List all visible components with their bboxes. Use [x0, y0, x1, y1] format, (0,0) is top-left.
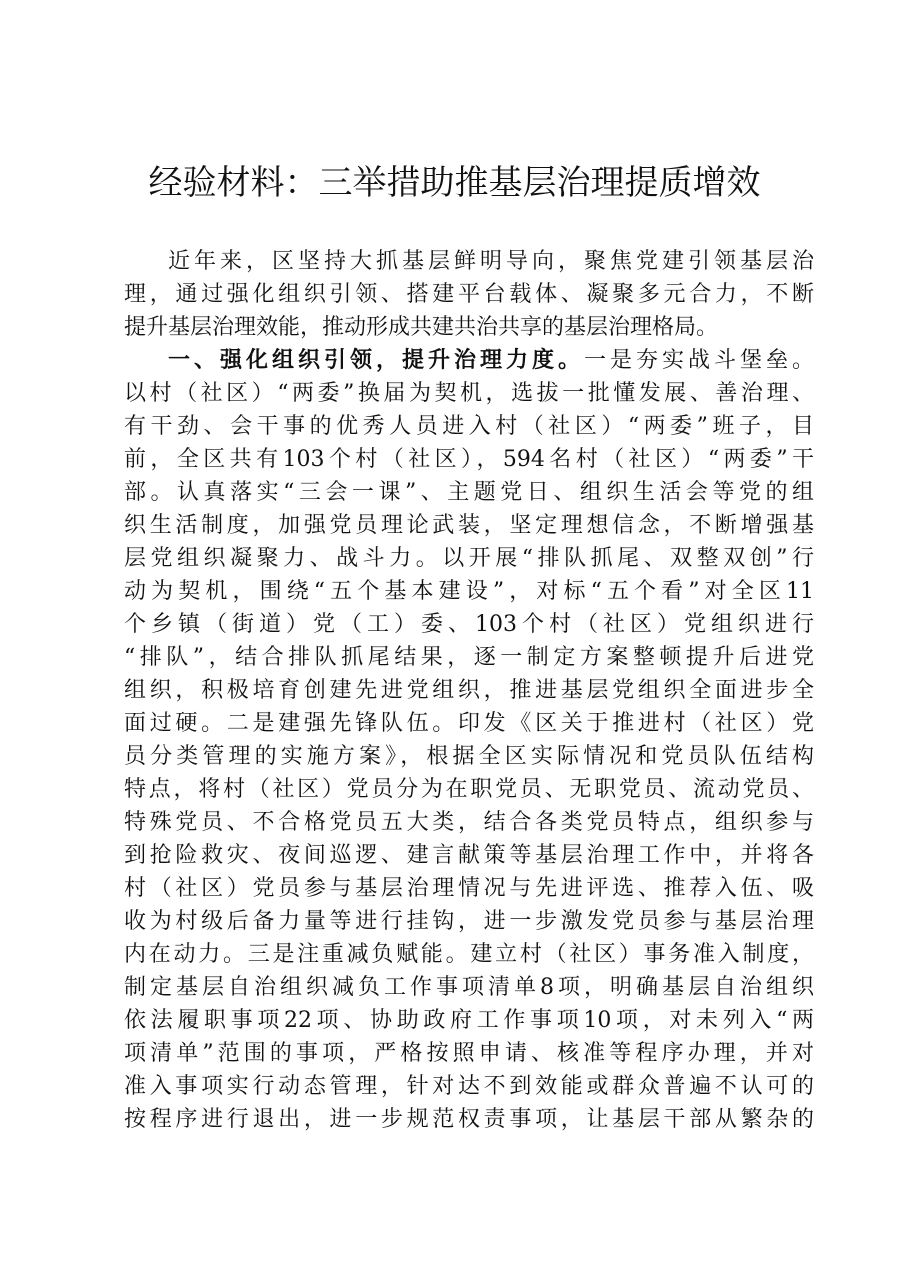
paragraph-line: 制定基层自治组织减负工作事项清单8项，明确基层自治组织	[124, 975, 814, 1000]
section-heading: 一、强化组织引领，提升治理力度。	[168, 348, 584, 373]
paragraph-line: 依法履职事项22项、协助政府工作事项10项，对未列入“两	[124, 1008, 814, 1033]
paragraph-line: 有干劲、会干事的优秀人员进入村（社区）“两委”班子，目	[124, 414, 814, 439]
paragraph-line: 内在动力。三是注重减负赋能。建立村（社区）事务准入制度，	[124, 942, 814, 967]
paragraph-line: 准入事项实行动态管理，针对达不到效能或群众普遍不认可的	[124, 1074, 814, 1099]
section-heading-line	[168, 344, 814, 377]
paragraph-line: 层党组织凝聚力、战斗力。以开展“排队抓尾、双整双创”行	[124, 546, 814, 571]
paragraph-line: 以村（社区）“两委”换届为契机，选拔一批懂发展、善治理、	[124, 381, 814, 406]
paragraph-line: 动为契机，围绕“五个基本建设”，对标“五个看”对全区11	[124, 579, 814, 604]
paragraph-line: 理，通过强化组织引领、搭建平台载体、凝聚多元合力，不断	[124, 282, 814, 307]
document-title: 经验材料：三举措助推基层治理提质增效	[148, 163, 761, 203]
paragraph-line: 部。认真落实“三会一课”、主题党日、组织生活会等党的组	[124, 480, 814, 505]
paragraph-line: 前，全区共有103个村（社区），594名村（社区）“两委”干	[124, 447, 814, 472]
paragraph-line: 个乡镇（街道）党（工）委、103个村（社区）党组织进行	[124, 612, 814, 637]
paragraph-line: “排队”，结合排队抓尾结果，逐一制定方案整顿提升后进党	[124, 645, 814, 670]
paragraph-line: 面过硬。二是建强先锋队伍。印发《区关于推进村（社区）党	[124, 711, 814, 736]
paragraph-line: 近年来，区坚持大抓基层鲜明导向，聚焦党建引领基层治	[168, 249, 814, 274]
paragraph-line: 员分类管理的实施方案》，根据全区实际情况和党员队伍结构	[124, 744, 814, 769]
paragraph-line: 收为村级后备力量等进行挂钩，进一步激发党员参与基层治理	[124, 909, 814, 934]
paragraph-line: 项清单”范围的事项，严格按照申请、核准等程序办理，并对	[124, 1041, 814, 1066]
paragraph-line: 组织，积极培育创建先进党组织，推进基层党组织全面进步全	[124, 678, 814, 703]
paragraph-line: 提升基层治理效能，推动形成共建共治共享的基层治理格局。	[124, 315, 719, 340]
paragraph-line: 织生活制度，加强党员理论武装，坚定理想信念，不断增强基	[124, 513, 814, 538]
paragraph-line: 特点，将村（社区）党员分为在职党员、无职党员、流动党员、	[124, 777, 814, 802]
paragraph-line: 村（社区）党员参与基层治理情况与先进评选、推荐入伍、吸	[124, 876, 814, 901]
paragraph-line: 到抢险救灾、夜间巡逻、建言献策等基层治理工作中，并将各	[124, 843, 814, 868]
paragraph-line: 按程序进行退出，进一步规范权责事项，让基层干部从繁杂的	[124, 1107, 814, 1132]
paragraph-line: 特殊党员、不合格党员五大类，结合各类党员特点，组织参与	[124, 810, 814, 835]
section-subheading: 一是夯实战斗堡垒。	[583, 348, 814, 373]
